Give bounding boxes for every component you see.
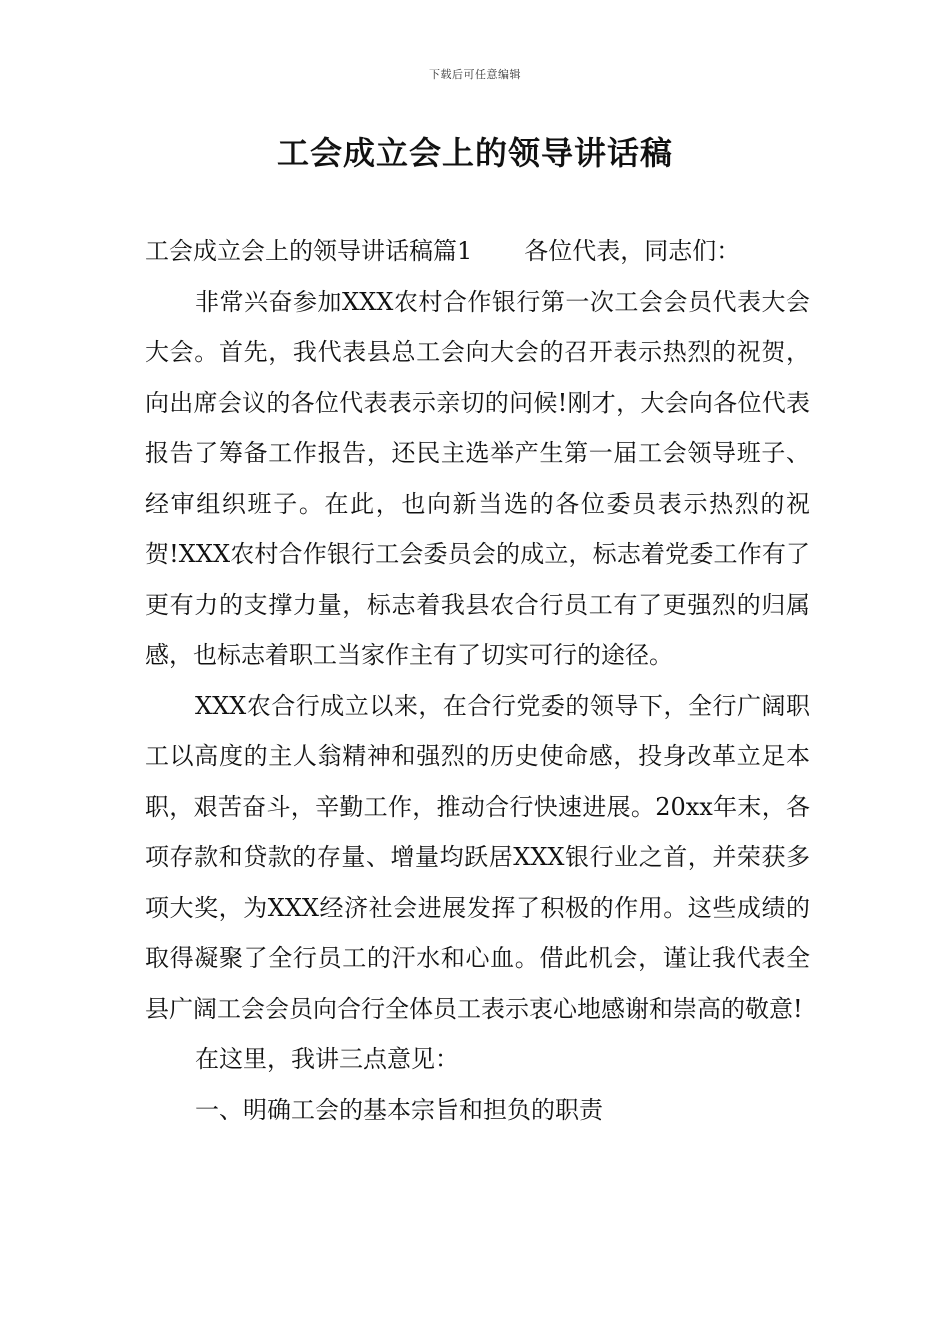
header-note: 下载后可任意编辑 (429, 68, 521, 81)
paragraph-2: XXX农合行成立以来，在合行党委的领导下，全行广阔职工以高度的主人翁精神和强烈的历史使命感，投身改革立足本职，艰苦奋斗，辛勤工作，推动合行快速进展。20xx年末，各项存款和贷款的存量、增量均跃居XXX银行业之首，并荣获多项大奖，为XXX经济社会进展发挥了积极的作用。这些成绩的取得凝聚了全行员工的汗水和心血。借此机会，谨让我代表全县广阔工会会员向合行全体员工表示衷心地感谢和崇高的敬意! (145, 691, 810, 1023)
document-title: 工会成立会上的领导讲话稿 (276, 134, 673, 172)
salutation: 各位代表，同志们： (524, 237, 741, 265)
document-subtitle: 工会成立会上的领导讲话稿篇1 (145, 237, 473, 265)
paragraph-1: 非常兴奋参加XXX农村合作银行第一次工会会员代表大会大会。首先，我代表县总工会向大会的召开表示热烈的祝贺，向出席会议的各位代表表示亲切的问候!刚才，大会向各位代表报告了筹备工作报告，还民主选举产生第一届工会领导班子、经审组织班子。在此，也向新当选的各位委员表示热烈的祝贺!XXX农村合作银行工会委员会的成立，标志着党委工作有了更有力的支撑力量，标志着我县农合行员工有了更强烈的归属感，也标志着职工当家作主有了切实可行的途径。 (145, 287, 810, 669)
opening-line (145, 226, 810, 277)
section-heading-1: 一、明确工会的基本宗旨和担负的职责 (195, 1095, 603, 1124)
document-body (145, 226, 810, 1135)
paragraph-3: 在这里，我讲三点意见： (195, 1045, 459, 1073)
